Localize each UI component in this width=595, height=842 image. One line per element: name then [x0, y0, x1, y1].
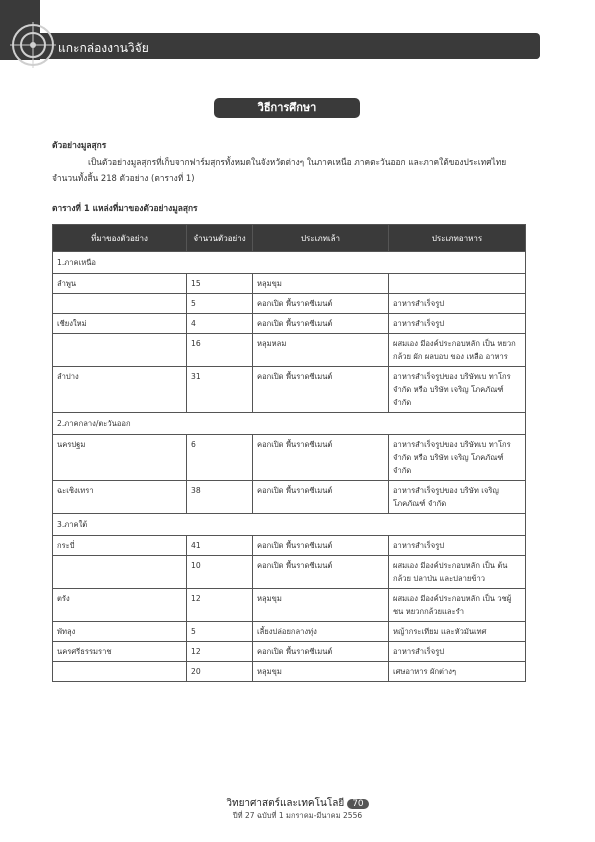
- cell-source: พัทลุง: [53, 622, 187, 642]
- cell-feed-type: เศษอาหาร ผักต่างๆ: [389, 662, 526, 682]
- table-row: [53, 622, 526, 642]
- journal-name: วิทยาศาสตร์และเทคโนโลยี: [226, 798, 345, 809]
- cell-count: 20: [187, 662, 253, 682]
- cell-source: [53, 662, 187, 682]
- cell-feed-type: อาหารสำเร็จรูป: [389, 642, 526, 662]
- table-row: [53, 367, 526, 413]
- cell-source: ฉะเชิงเทรา: [53, 481, 187, 514]
- region-row: [53, 252, 526, 274]
- cell-feed-type: ผสมเอง มีองค์ประกอบหลัก เป็น ต้นกล้วย ปลาป่น และปลายข้าว: [389, 556, 526, 589]
- table-row: [53, 556, 526, 589]
- cell-source: นครศรีธรรมราช: [53, 642, 187, 662]
- cell-pen-type: คอกเปิด พื้นราดซีเมนต์: [253, 294, 389, 314]
- cell-feed-type: อาหารสำเร็จรูป: [389, 536, 526, 556]
- cell-pen-type: คอกเปิด พื้นราดซีเมนต์: [253, 536, 389, 556]
- table-row: [53, 314, 526, 334]
- region-label: 2.ภาคกลาง/ตะวันออก: [53, 413, 526, 435]
- cell-source: [53, 294, 187, 314]
- header-source: ที่มาของตัวอย่าง: [53, 225, 187, 252]
- cell-source: เชียงใหม่: [53, 314, 187, 334]
- region-row: [53, 514, 526, 536]
- footer-journal: [0, 796, 595, 811]
- cell-count: 4: [187, 314, 253, 334]
- cell-pen-type: คอกเปิด พื้นราดซีเมนต์: [253, 642, 389, 662]
- cell-feed-type: ผสมเอง มีองค์ประกอบหลัก เป็น หยวกกล้วย ผัก ผลบอบ ของ เหลือ อาหาร: [389, 334, 526, 367]
- region-label: 1.ภาคเหนือ: [53, 252, 526, 274]
- cell-source: ลำพูน: [53, 274, 187, 294]
- table-row: [53, 642, 526, 662]
- region-row: [53, 413, 526, 435]
- cell-feed-type: อาหารสำเร็จรูป: [389, 294, 526, 314]
- cell-pen-type: หลุมขุม: [253, 589, 389, 622]
- section-title: วิธีการศึกษา: [214, 98, 360, 118]
- intro-heading: ตัวอย่างมูลสุกร: [52, 140, 107, 150]
- cell-pen-type: คอกเปิด พื้นราดซีเมนต์: [253, 556, 389, 589]
- table-row: [53, 536, 526, 556]
- region-label: 3.ภาคใต้: [53, 514, 526, 536]
- table-caption: ตารางที่ 1 แหล่งที่มาของตัวอย่างมูลสุกร: [52, 203, 198, 213]
- cell-count: 41: [187, 536, 253, 556]
- footer-issue: ปีที่ 27 ฉบับที่ 1 มกราคม-มีนาคม 2556: [232, 811, 363, 820]
- table-row: [53, 294, 526, 314]
- cell-source: กระบี่: [53, 536, 187, 556]
- cell-count: 16: [187, 334, 253, 367]
- table-row: [53, 334, 526, 367]
- cell-count: 5: [187, 622, 253, 642]
- cell-feed-type: ผสมเอง มีองค์ประกอบหลัก เป็น วชผู้ชน หยวกกล้วยและรำ: [389, 589, 526, 622]
- cell-source: นครปฐม: [53, 435, 187, 481]
- cell-count: 38: [187, 481, 253, 514]
- table-row: [53, 274, 526, 294]
- cell-count: 12: [187, 589, 253, 622]
- cell-pen-type: คอกเปิด พื้นราดซีเมนต์: [253, 481, 389, 514]
- cell-count: 5: [187, 294, 253, 314]
- cell-pen-type: คอกเปิด พื้นราดซีเมนต์: [253, 367, 389, 413]
- target-icon: [10, 22, 56, 68]
- header-pen-type: ประเภทเล้า: [253, 225, 389, 252]
- table-row: [53, 662, 526, 682]
- cell-pen-type: หลุมขุม: [253, 662, 389, 682]
- cell-pen-type: คอกเปิด พื้นราดซีเมนต์: [253, 314, 389, 334]
- cell-feed-type: หญ้ากระเทียม และหัวมันเทศ: [389, 622, 526, 642]
- cell-count: 10: [187, 556, 253, 589]
- page-number: 70: [347, 799, 368, 809]
- intro-paragraph-line1: เป็นตัวอย่างมูลสุกรที่เก็บจากฟาร์มสุกรทั้งหมดในจังหวัดต่างๆ ในภาคเหนือ ภาคตะวันออก และภาคใต้ของประเทศไทย: [88, 157, 507, 167]
- header-title: แกะกล่องงานวิจัย: [58, 41, 149, 55]
- table-header-row: [53, 225, 526, 252]
- cell-source: ตรัง: [53, 589, 187, 622]
- cell-pen-type: หลุมขุม: [253, 274, 389, 294]
- cell-feed-type: อาหารสำเร็จรูปของ บริษัท เจริญ โภคภัณฑ์ จำกัด: [389, 481, 526, 514]
- cell-count: 12: [187, 642, 253, 662]
- cell-source: ลำปาง: [53, 367, 187, 413]
- cell-pen-type: หลุมหลม: [253, 334, 389, 367]
- source-table: [52, 224, 526, 682]
- cell-count: 15: [187, 274, 253, 294]
- banner-end-dot: [532, 51, 540, 59]
- table-row: [53, 481, 526, 514]
- cell-feed-type: อาหารสำเร็จรูปของ บริษัทเบ ทาโกร จำกัด หรือ บริษัท เจริญ โภคภัณฑ์ จำกัด: [389, 435, 526, 481]
- header-count: จำนวนตัวอย่าง: [187, 225, 253, 252]
- cell-feed-type: [389, 274, 526, 294]
- cell-source: [53, 556, 187, 589]
- table-row: [53, 435, 526, 481]
- cell-source: [53, 334, 187, 367]
- cell-feed-type: อาหารสำเร็จรูปของ บริษัทเบ ทาโกร จำกัด หรือ บริษัท เจริญ โภคภัณฑ์ จำกัด: [389, 367, 526, 413]
- cell-pen-type: คอกเปิด พื้นราดซีเมนต์: [253, 435, 389, 481]
- cell-pen-type: เลี้ยงปล่อยกลางทุ่ง: [253, 622, 389, 642]
- intro-paragraph-line2: จำนวนทั้งสิ้น 218 ตัวอย่าง (ตารางที่ 1): [52, 173, 195, 183]
- cell-feed-type: อาหารสำเร็จรูป: [389, 314, 526, 334]
- header-feed-type: ประเภทอาหาร: [389, 225, 526, 252]
- cell-count: 6: [187, 435, 253, 481]
- table-body: [53, 252, 526, 682]
- table-row: [53, 589, 526, 622]
- cell-count: 31: [187, 367, 253, 413]
